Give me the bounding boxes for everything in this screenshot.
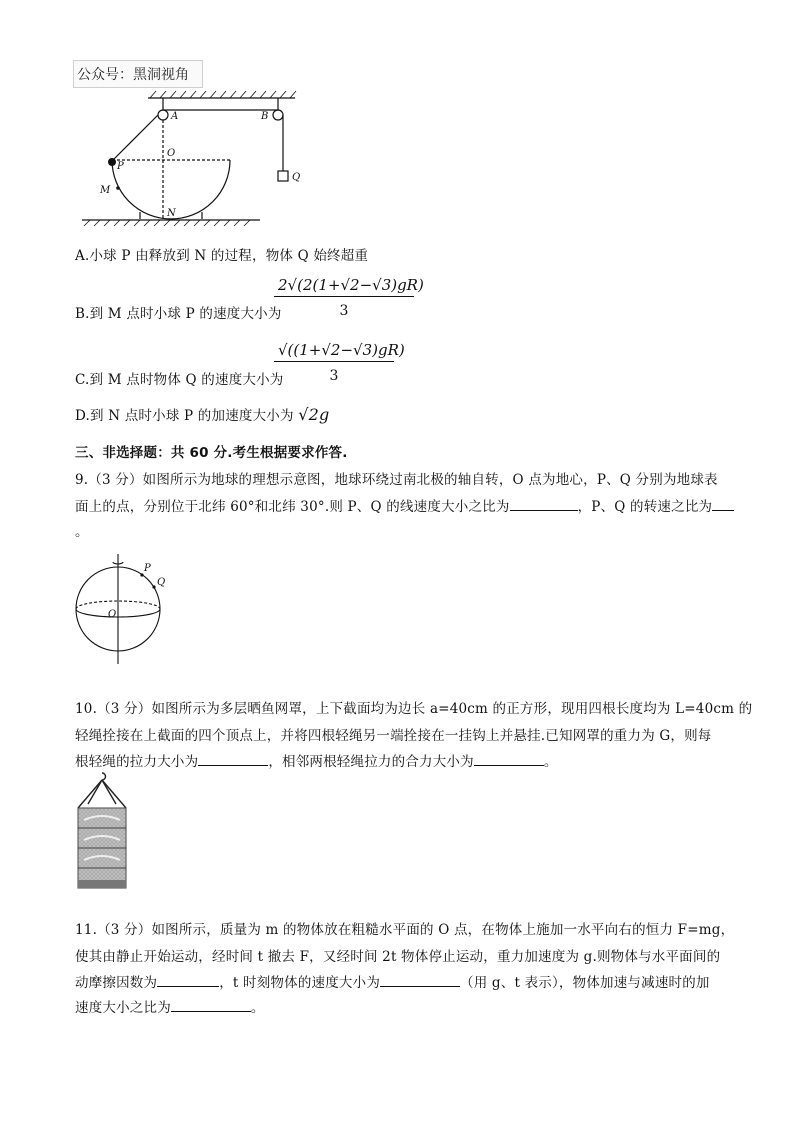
q10-text-c: 。 [543, 754, 558, 770]
q10-answer-blank-2[interactable] [474, 751, 544, 766]
label-p: P [117, 161, 124, 172]
label-q: Q [157, 577, 166, 588]
q11-line3 [75, 971, 710, 991]
ceiling-hatch [150, 91, 296, 98]
option-c-fraction [274, 341, 405, 384]
block-q [278, 171, 288, 181]
label-p: P [144, 563, 151, 574]
q9-answer-blank-1[interactable] [510, 496, 578, 511]
q11-line4 [75, 996, 265, 1016]
label-m: M [100, 185, 111, 196]
label-b: B [261, 111, 269, 122]
q10-answer-blank-1[interactable] [198, 751, 268, 766]
q10-text-a: 根轻绳的拉力大小为 [75, 754, 199, 770]
figure-pulley-bowl [70, 88, 320, 233]
option-d-value: √2g [298, 405, 330, 424]
q9-line1: 9.（3 分）如图所示为地球的理想示意图，地球环绕过南北极的轴自转，O 点为地心，P、Q 分别为地球表 [75, 472, 718, 488]
q11-text-d: 速度大小之比为 [75, 1000, 171, 1016]
net-body [78, 808, 126, 888]
q11-text-c: （用 g、t 表示），物体加速与减速时的加 [460, 975, 710, 991]
option-b-fraction [274, 276, 424, 319]
label-q: Q [292, 172, 301, 183]
label-o: O [108, 609, 117, 620]
q10-text-b: ，相邻两根轻绳拉力的合力大小为 [268, 754, 474, 770]
q9-line2 [75, 495, 734, 515]
q11-text-a: 动摩擦因数为 [75, 975, 158, 991]
option-c-denominator: 3 [329, 368, 339, 384]
watermark-box [73, 60, 203, 88]
label-n: N [167, 208, 176, 219]
figure-drying-net [72, 770, 132, 895]
option-b-text: B.到 M 点时小球 P 的速度大小为 [75, 306, 282, 322]
q9-text-b: ，P、Q 的转速之比为 [577, 499, 713, 515]
q10-line3 [75, 750, 558, 770]
option-b-numerator: 2√(2(1+√2−√3)gR) [278, 276, 424, 294]
label-a: A [171, 111, 179, 122]
q10-line2: 轻绳拴接在上截面的四个顶点上，并将四根轻绳另一端拴接在一挂钩上并悬挂.已知网罩的重力为 G，则每 [75, 728, 712, 744]
q11-text-e: 。 [250, 1000, 265, 1016]
option-d-text: D.到 N 点时小球 P 的加速度大小为 [75, 408, 294, 424]
q11-answer-blank-2[interactable] [380, 972, 460, 987]
hook [102, 773, 106, 780]
q11-answer-blank-1[interactable] [157, 972, 219, 987]
point-m [116, 186, 120, 190]
point-q [152, 585, 155, 588]
pulley-b [273, 110, 283, 120]
watermark-text: 公众号：黑洞视角 [77, 67, 189, 83]
q9-line3: 。 [75, 524, 89, 540]
q11-line1: 11.（3 分）如图所示，质量为 m 的物体放在粗糙水平面的 O 点，在物体上施加一水平向右的恒力 F=mg， [75, 922, 735, 938]
ground-hatch [84, 220, 250, 226]
section-heading: 三、非选择题：共 60 分.考生根据要求作答. [75, 445, 348, 461]
q9-text-a: 面上的点，分别位于北纬 60°和北纬 30°.则 P、Q 的线速度大小之比为 [75, 499, 510, 515]
q11-answer-blank-3[interactable] [171, 997, 251, 1012]
q9-answer-blank-2[interactable] [712, 496, 734, 511]
q11-text-b: ，t 时刻物体的速度大小为 [219, 975, 381, 991]
q11-line2: 使其由静止开始运动，经时间 t 撤去 F，又经时间 2t 物体停止运动，重力加速度为 g.则物体与水平面间的 [75, 949, 721, 965]
pulley-a [158, 110, 168, 120]
option-a: A.小球 P 由释放到 N 的过程，物体 Q 始终超重 [75, 248, 369, 264]
rope-ap [113, 115, 158, 160]
q10-line1: 10.（3 分）如图所示为多层晒鱼网罩，上下截面均为边长 a=40cm 的正方形，现用四根长度均为 L=40cm 的 [75, 701, 753, 717]
option-b-denominator: 3 [339, 303, 349, 319]
option-c-text: C.到 M 点时物体 Q 的速度大小为 [75, 372, 284, 388]
figure-earth [70, 550, 180, 668]
label-o: O [167, 148, 176, 159]
option-c-numerator: √((1+√2−√3)gR) [278, 341, 405, 359]
ball-p [108, 158, 116, 166]
option-d [75, 404, 329, 424]
